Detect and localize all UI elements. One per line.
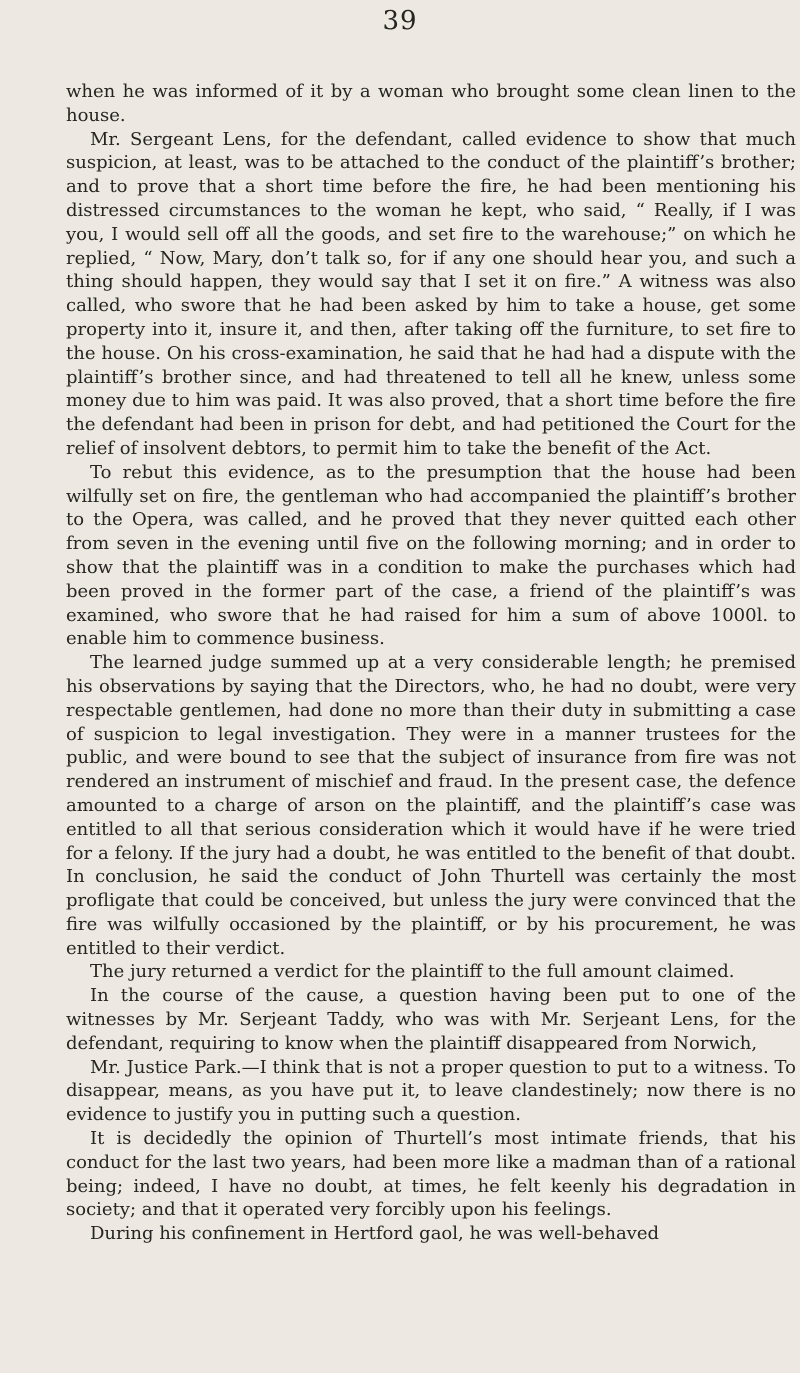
paragraph: when he was informed of it by a woman who brought some clean linen to the house. (66, 81, 796, 126)
paragraph: In the course of the cause, a question having been put to one of the witnesses by Mr. Serjeant Taddy, who was with Mr. Serjeant Lens, for the defendant, requiring to know when the plaintiff disappeared from Norwich, (66, 985, 796, 1054)
paragraph: Mr. Justice Park.—I think that is not a proper question to put to a witness. To disappear, means, as you have put it, to leave clandestinely; now there is no evidence to justify you in putting such a question. (66, 1056, 796, 1126)
body-text (66, 80, 796, 1246)
paragraph: It is decidedly the opinion of Thurtell’s most intimate friends, that his conduct for the last two years, had been more like a madman than of a rational being; indeed, I have no doubt, at times, he felt keenly his degradation in society; and that it operated very forcibly upon his feelings. (66, 1128, 796, 1221)
paragraph: The jury returned a verdict for the plaintiff to the full amount claimed. (90, 961, 735, 983)
paragraph: To rebut this evidence, as to the presumption that the house had been wilfully set on fire, the gentleman who had accompanied the plaintiff’s brother to the Opera, was called, and he proved that they never quitted each other from seven in the evening until five on the following morning; and in order to show that the plaintiff was in a condition to make the purchases which had been proved in the former part of the case, a friend of the plaintiff’s was examined, who swore that he had raised for him a sum of above 1000l. to enable him to commence business. (66, 461, 796, 650)
paragraph: Mr. Sergeant Lens, for the defendant, called evidence to show that much suspicion, at least, was to be attached to the conduct of the plaintiff’s brother; and to prove that a short time before the fire, he had been mentioning his distressed circumstances to the woman he kept, who said, “ Really, if I was you, I would sell off all the goods, and set fire to the warehouse;” on which he replied, “ Now, Mary, don’t talk so, for if any one should hear you, and such a thing should happen, they would say that I set it on fire.” A witness was also called, who swore that he had been asked by him to take a house, get some property into it, insure it, and then, after taking off the furniture, to set fire to the house. On his cross-examination, he said that he had had a dispute with the plaintiff’s brother since, and had threatened to tell all he knew, unless some money due to him was paid. It was also proved, that a short time before the fire the defendant had been in prison for debt, and had petitioned the Court for the relief of insolvent debtors, to permit him to take the benefit of the Act. (66, 128, 796, 459)
page-number: 39 (382, 6, 418, 36)
paragraph: The learned judge summed up at a very considerable length; he premised his observations by saying that the Directors, who, he had no doubt, were very respectable gentlemen, had done no more than their duty in submitting a case of suspicion to legal investigation. They were in a manner trustees for the public, and were bound to see that the subject of insurance from fire was not rendered an instrument of mischief and fraud. In the present case, the defence amounted to a charge of arson on the plaintiff, and the plaintiff’s case was entitled to all that serious consideration which it would have if he were tried for a felony. If the jury had a doubt, he was entitled to the benefit of that doubt. In conclusion, he said the conduct of John Thurtell was certainly the most profligate that could be conceived, but unless the jury were convinced that the fire was wilfully occasioned by the plaintiff, or by his procurement, he was entitled to their verdict. (66, 652, 796, 959)
paragraph: During his confinement in Hertford gaol, he was well-behaved (90, 1223, 660, 1245)
